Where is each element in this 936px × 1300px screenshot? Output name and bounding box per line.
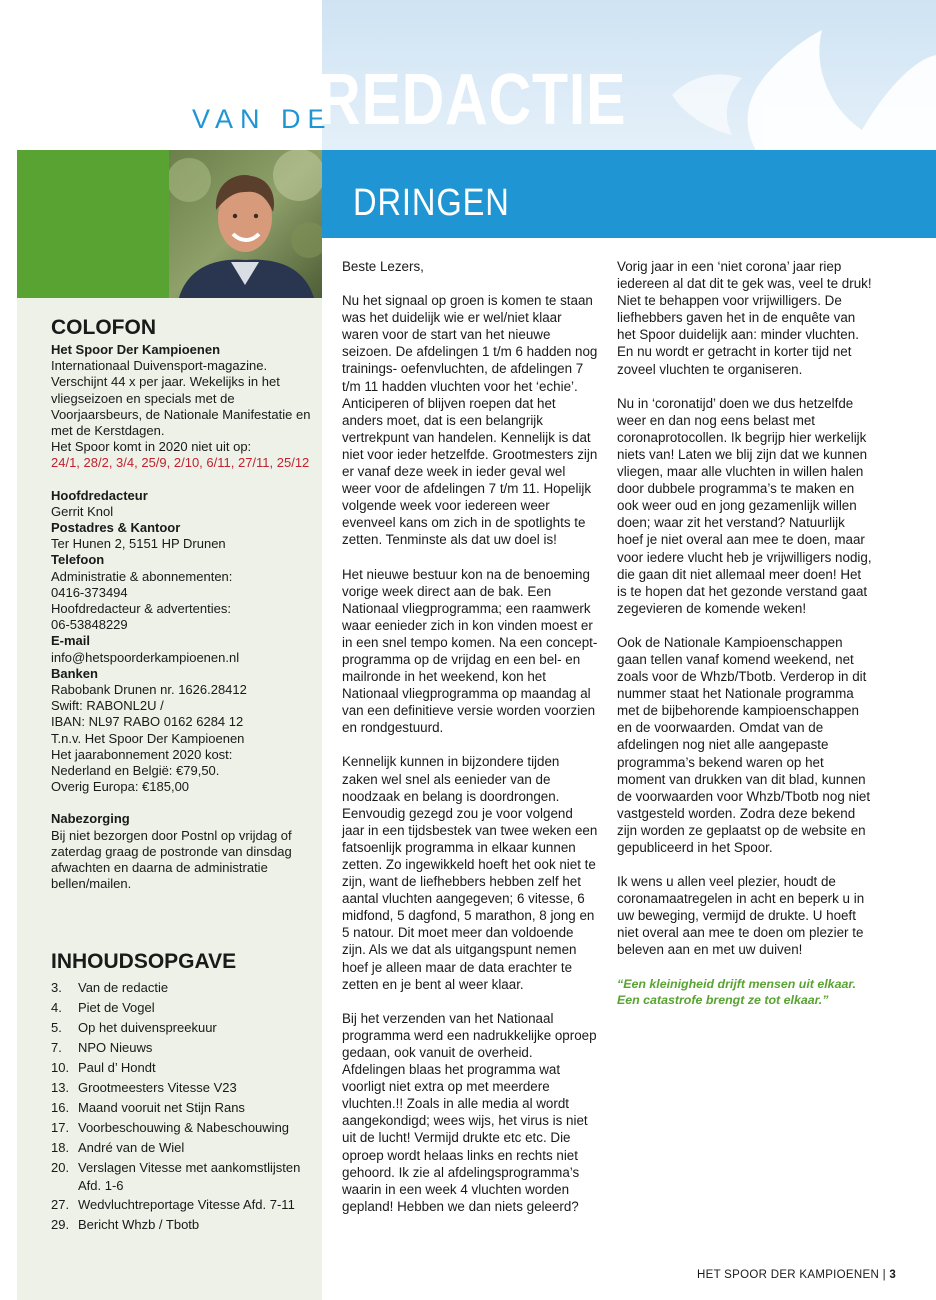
toc-label: Maand vooruit net Stijn Rans: [78, 1100, 245, 1115]
phone-editor: 06-53848229: [51, 617, 128, 633]
toc-label: NPO Nieuws: [78, 1040, 153, 1055]
toc-item[interactable]: [51, 1215, 321, 1235]
aftercare-label: Nabezorging: [51, 811, 130, 827]
editor-label: Hoofdredacteur: [51, 487, 148, 503]
subscription-label: Het jaarabonnement 2020 kost:: [51, 746, 233, 762]
toc-page: 27.: [51, 1197, 70, 1212]
table-of-contents: [51, 978, 321, 1235]
toc-page: 7.: [51, 1040, 62, 1055]
section-title: REDACTIE: [318, 60, 627, 140]
toc-page: 5.: [51, 1020, 62, 1035]
publication-name: Het Spoor Der Kampioenen: [51, 342, 221, 357]
article-paragraph: Nu in ‘coronatijd’ doen we dus hetzelfde weer en dan nog eens belast met coronaprotocollen. Ik begrijp hier werkelijk niets van! Laten we blij zijn dat we kunnen vliegen, maar alle vluchten in willen halen door dubbele programma’s te maken en ook weer oud en jong gezamenlijk willen doen; waar zit het verstand? Natuurlijk hoef je niet overal aan mee te doen, maar voor iedere vlucht heb je vrijwilligers nodig, die gaan dit niet allemaal meer doen! Het is te hopen dat het gezonde verstand gaat zegevieren de komende weken!: [617, 395, 872, 616]
toc-item[interactable]: [51, 1158, 321, 1195]
article-paragraph: Ik wens u allen veel plezier, houdt de coronamaatregelen in acht en beperk u in uw beweging, vermijd de drukte. U hoeft niet overal aan mee te doen om plezier te beleven aan en met uw duiven!: [617, 874, 865, 958]
banks-label: Banken: [51, 665, 98, 681]
phone-admin: 0416-373494: [51, 584, 128, 600]
subscription-nl-be: Nederland en België: €79,50.: [51, 763, 220, 779]
page-footer: [697, 1269, 896, 1281]
toc-label: Verslagen Vitesse met aankomstlijsten Afd. 1-6: [78, 1160, 301, 1193]
address: Ter Hunen 2, 5151 HP Drunen: [51, 536, 226, 552]
email-label: E-mail: [51, 633, 91, 649]
section-kicker: VAN DE: [192, 104, 333, 134]
article-title: DRINGEN: [353, 182, 510, 224]
article-paragraph: Het nieuwe bestuur kon na de benoeming vorige week direct aan de bak. Een Nationaal vliegprogramma; een raamwerk waar eenieder zich in kon vinden moest er in een snel tempo komen. Na een concept-programma op de vrijdag en een bel- en mailronde in het weekend, kon het Nationaal vliegprogramma op maandag al van een definitieve versie worden voorzien en rondgestuurd.: [342, 566, 598, 736]
toc-page: 3.: [51, 980, 62, 995]
footer-separator: |: [882, 1269, 886, 1281]
toc-item[interactable]: [51, 978, 321, 998]
toc-label: Bericht Whzb / Tbotb: [78, 1217, 200, 1232]
article-paragraph: Kennelijk kunnen in bijzondere tijden zaken wel snel als eenieder van de noodzaak en belang is doordrongen. Eenvoudig gezegd zou je voor volgend jaar in een tijdsbestek van twee weken een fatsoenlijk programma in elkaar kunnen zetten. Zo ingewikkeld hoeft het ook niet te zijn, want de liefhebbers hebben zelf het aantal vluchten aangegeven; 6 vitesse, 6 midfond, 5 dagfond, 5 marathon, 8 jong en 5 natour. Dit moet meer dan voldoende zijn. Als we dat als uitgangspunt nemen hoef je alleen maar de data erachter te zetten en je bent al weer klaar.: [342, 754, 598, 992]
phone-editor-label: Hoofdredacteur & advertenties:: [51, 601, 231, 617]
closing-quote: “Een kleinigheid drijft mensen uit elkaar. Een catastrofe brengt ze tot elkaar.”: [617, 976, 856, 1008]
bank-account: Rabobank Drunen nr. 1626.28412: [51, 682, 247, 698]
not-published-dates: 24/1, 28/2, 3/4, 25/9, 2/10, 6/11, 27/11, 25/12: [51, 455, 310, 471]
phone-admin-label: Administratie & abonnementen:: [51, 568, 233, 584]
article-greeting: Beste Lezers,: [342, 259, 424, 274]
toc-item[interactable]: [51, 1078, 321, 1098]
toc-item[interactable]: [51, 998, 321, 1018]
toc-item[interactable]: [51, 1098, 321, 1118]
article-paragraph: Ook de Nationale Kampioenschappen gaan tellen vanaf komend weekend, net zoals voor de Whzb/Tbotb. Verderop in dit nummer staat het Nationale programma met de bijbehorende kampioenschappen en de voorwaarden. Omdat van de afdelingen nog niet alle aangepaste programma’s bekend waren op het moment van drukken van dit blad, kunnen de voorwaarden voor Whzb/Tbotb nog niet vastgesteld worden. Zodra deze bekend zijn worden ze geplaatst op de website en gepubliceerd in het Spoor.: [617, 634, 871, 855]
toc-item[interactable]: [51, 1195, 321, 1215]
article-column-right: [617, 258, 873, 1026]
aftercare-text: Bij niet bezorgen door Postnl op vrijdag of zaterdag graag de postronde van dinsdag afwachten en daarna de administratie bellen/mailen.: [51, 827, 292, 892]
toc-heading: INHOUDSOPGAVE: [51, 950, 237, 973]
toc-page: 10.: [51, 1060, 70, 1075]
toc-label: Grootmeesters Vitesse V23: [78, 1080, 237, 1095]
toc-item[interactable]: [51, 1118, 321, 1138]
toc-page: 16.: [51, 1100, 70, 1115]
article-paragraph: Nu het signaal op groen is komen te staan was het duidelijk wie er wel/niet klaar waren voor de start van het nieuwe seizoen. De afdelingen 1 t/m 6 hadden nog trainings- oefenvluchten, de afdelingen 7 t/m 11 hadden vluchten voor het ‘echie’. Anticiperen of blijven roepen dat het anders moet, dat is een belangrijk vertrekpunt van handelen. Kennelijk is dat niet voor ieder hetzelfde. Grootmesters zijn er vanaf deze week in ieder geval wel weer voor de afdelingen 7 t/m 11. Hopelijk volgende week voor iedereen weer evenveel kans om zich in de spotlights te zetten. Tenminste als dat uw doel is!: [342, 293, 598, 548]
toc-page: 20.: [51, 1160, 70, 1175]
publication-description: Internationaal Duivensport-magazine. Verschijnt 44 x per jaar. Wekelijks in het vliegseizoen en specials met de Voorjaarsbeurs, de Nationale Manifestatie en met de Kerstdagen.: [51, 358, 311, 439]
toc-item[interactable]: [51, 1038, 321, 1058]
toc-page: 18.: [51, 1140, 70, 1155]
toc-label: André van de Wiel: [78, 1140, 185, 1155]
toc-label: Wedvluchtreportage Vitesse Afd. 7-11: [78, 1197, 295, 1212]
article-column-left: [342, 258, 598, 1232]
article-paragraph: Bij het verzenden van het Nationaal programma werd een nadrukkelijke oproep gedaan, ook vanuit de overheid. Afdelingen blaas het programma wat voorligt niet extra op met meerdere vluchten.!! Zoals in alle media al wordt aangekondigd; wees wijs, het virus is niet uit de lucht! Vermijd drukte etc etc. Die oproep wordt helaas links en rechts niet gehoord. Ik zie al afdelingsprogramma’s waarin in een week 4 vluchten worden gepland! Hebben we dan niets geleerd?: [342, 1010, 597, 1214]
bank-iban: IBAN: NL97 RABO 0162 6284 12: [51, 714, 244, 730]
toc-label: Voorbeschouwing & Nabeschouwing: [78, 1120, 290, 1135]
toc-item[interactable]: [51, 1018, 321, 1038]
toc-label: Piet de Vogel: [78, 1000, 155, 1015]
bank-tnv: T.n.v. Het Spoor Der Kampioenen: [51, 730, 245, 746]
subscription-eu: Overig Europa: €185,00: [51, 779, 190, 795]
toc-item[interactable]: [51, 1138, 321, 1158]
page-number: 3: [889, 1269, 897, 1281]
not-published-label: Het Spoor komt in 2020 niet uit op:: [51, 439, 252, 455]
colofon-block: [51, 342, 316, 893]
colofon-heading: COLOFON: [51, 316, 156, 339]
toc-page: 29.: [51, 1217, 70, 1232]
footer-publication: HET SPOOR DER KAMPIOENEN: [697, 1269, 880, 1281]
editor-name: Gerrit Knol: [51, 503, 114, 519]
toc-page: 13.: [51, 1080, 70, 1095]
bank-swift: Swift: RABONL2U /: [51, 698, 164, 714]
phone-label: Telefoon: [51, 552, 105, 568]
email-address[interactable]: info@hetspoorderkampioenen.nl: [51, 649, 240, 665]
green-accent-block: [17, 150, 169, 298]
toc-label: Op het duivenspreekuur: [78, 1020, 217, 1035]
toc-page: 17.: [51, 1120, 70, 1135]
toc-page: 4.: [51, 1000, 62, 1015]
toc-label: Paul d’ Hondt: [78, 1060, 156, 1075]
toc-item[interactable]: [51, 1058, 321, 1078]
toc-label: Van de redactie: [78, 980, 169, 995]
address-label: Postadres & Kantoor: [51, 520, 181, 536]
article-paragraph: Vorig jaar in een ‘niet corona’ jaar riep iedereen al dat dit te gek was, veel te druk! Niet te behappen voor vrijwilligers. De liefhebbers gaven het in de enquête van het Spoor duidelijk aan: minder vluchten. En nu wordt er getracht in korter tijd net zoveel vluchten te organiseren.: [617, 259, 872, 377]
editor-photo: [169, 150, 322, 298]
